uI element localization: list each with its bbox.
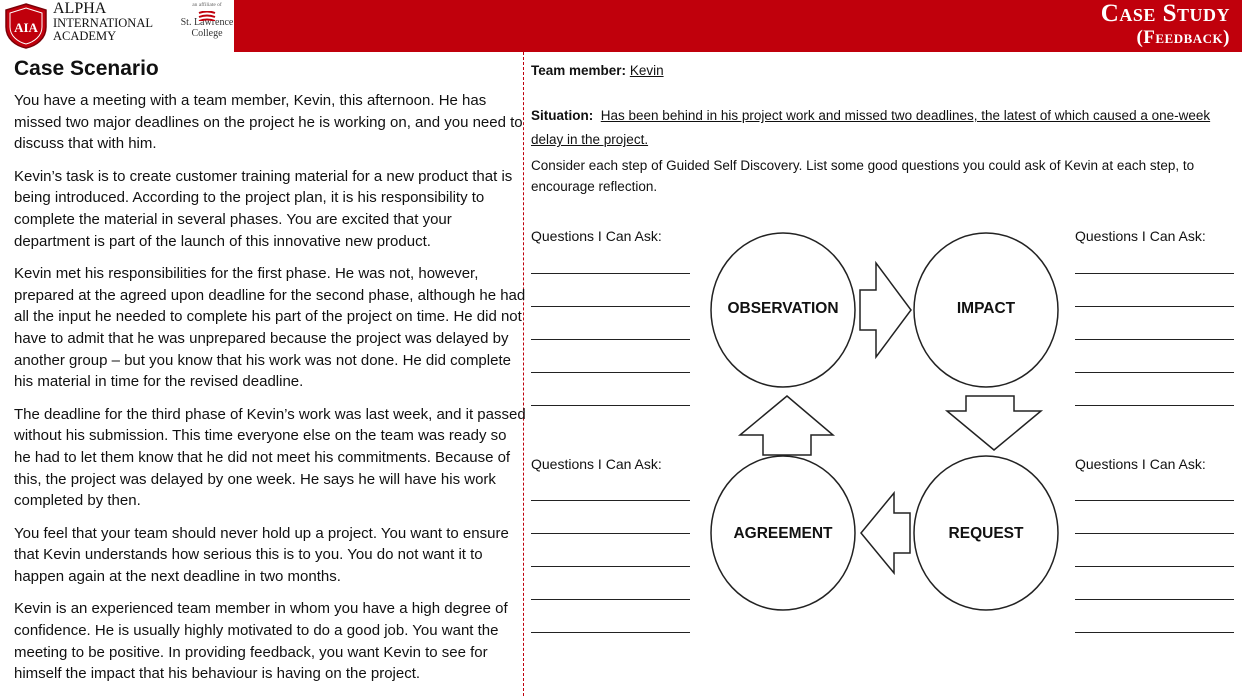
title-line-1: Case Study bbox=[1100, 0, 1230, 27]
scenario-paragraph: You have a meeting with a team member, Kevin, this afternoon. He has missed two major deadlines on the project he is working on, and you need to discuss that with him. bbox=[14, 92, 523, 153]
questions-label-request: Questions I Can Ask: bbox=[1075, 456, 1206, 472]
logo-text: AIA bbox=[14, 20, 38, 35]
observation-label: OBSERVATION bbox=[727, 300, 839, 317]
questions-label-observation: Questions I Can Ask: bbox=[531, 228, 662, 244]
impact-label: IMPACT bbox=[956, 300, 1016, 317]
request-label: REQUEST bbox=[948, 525, 1024, 542]
org-line-3: ACADEMY bbox=[53, 28, 117, 43]
situation-text: Has been behind in his project work and missed two deadlines, the latest of which caused a one-week delay in the project. bbox=[531, 108, 1211, 147]
arrow-right-icon bbox=[860, 263, 911, 357]
situation-label: Situation: bbox=[531, 108, 594, 123]
affiliate-line-2: College bbox=[191, 27, 223, 39]
member-label: Team member: bbox=[531, 63, 627, 78]
arrow-left-icon bbox=[861, 493, 910, 573]
agreement-label: AGREEMENT bbox=[733, 525, 833, 542]
questions-label-impact: Questions I Can Ask: bbox=[1075, 228, 1206, 244]
questions-label-agreement: Questions I Can Ask: bbox=[531, 456, 662, 472]
affiliate-tag: an affiliate of bbox=[192, 2, 222, 8]
scenario-paragraph: Kevin’s task is to create customer training material for a new product that is being introduced. According to the project plan, it is his responsibility to complete the material in several phases. You are excited that your department is part of the launch of this innovative new product. bbox=[14, 167, 513, 250]
scenario-heading: Case Scenario bbox=[14, 57, 159, 80]
arrow-down-icon bbox=[947, 396, 1041, 450]
scenario-paragraph: Kevin met his responsibilities for the first phase. He was not, however, prepared at the agreed upon deadline for the second phase, although he had all the input he needed to complete his part of the project on time. He did not have to admit that he was unprepared because the project was delayed by another group – but you know that his work was not done. He did complete his material in time for the revised deadline. bbox=[14, 265, 526, 391]
affiliate-line-1: St. Lawrence bbox=[180, 17, 234, 28]
org-line-1: ALPHA bbox=[53, 0, 107, 17]
instructions: Consider each step of Guided Self Discovery. List some good questions you could ask of Kevin at each step, to encourage reflection. bbox=[531, 158, 1195, 194]
title-line-2: (Feedback) bbox=[1136, 27, 1230, 48]
arrow-up-icon bbox=[740, 396, 833, 455]
org-line-2: INTERNATIONAL bbox=[53, 16, 153, 30]
scenario-paragraph: The deadline for the third phase of Kevin’s work was last week, and it passed without his submission. This time everyone else on the team was ready so he had to let them know that he did not meet his commitments. Because of this, the project was delayed by one week. He says he will have his work completed by then. bbox=[14, 405, 526, 510]
scenario-paragraph: You feel that your team should never hold up a project. You want to ensure that Kevin understands how serious this is to you. You do not want it to happen again at the next deadline in two months. bbox=[14, 524, 509, 585]
scenario-paragraph: Kevin is an experienced team member in whom you have a high degree of confidence. He is usually highly motivated to do a good job. You want the meeting to be positive. In providing feedback, you want Kevin to see for himself the impact that his behaviour is having on the project. bbox=[14, 600, 508, 683]
member-name: Kevin bbox=[629, 63, 664, 78]
